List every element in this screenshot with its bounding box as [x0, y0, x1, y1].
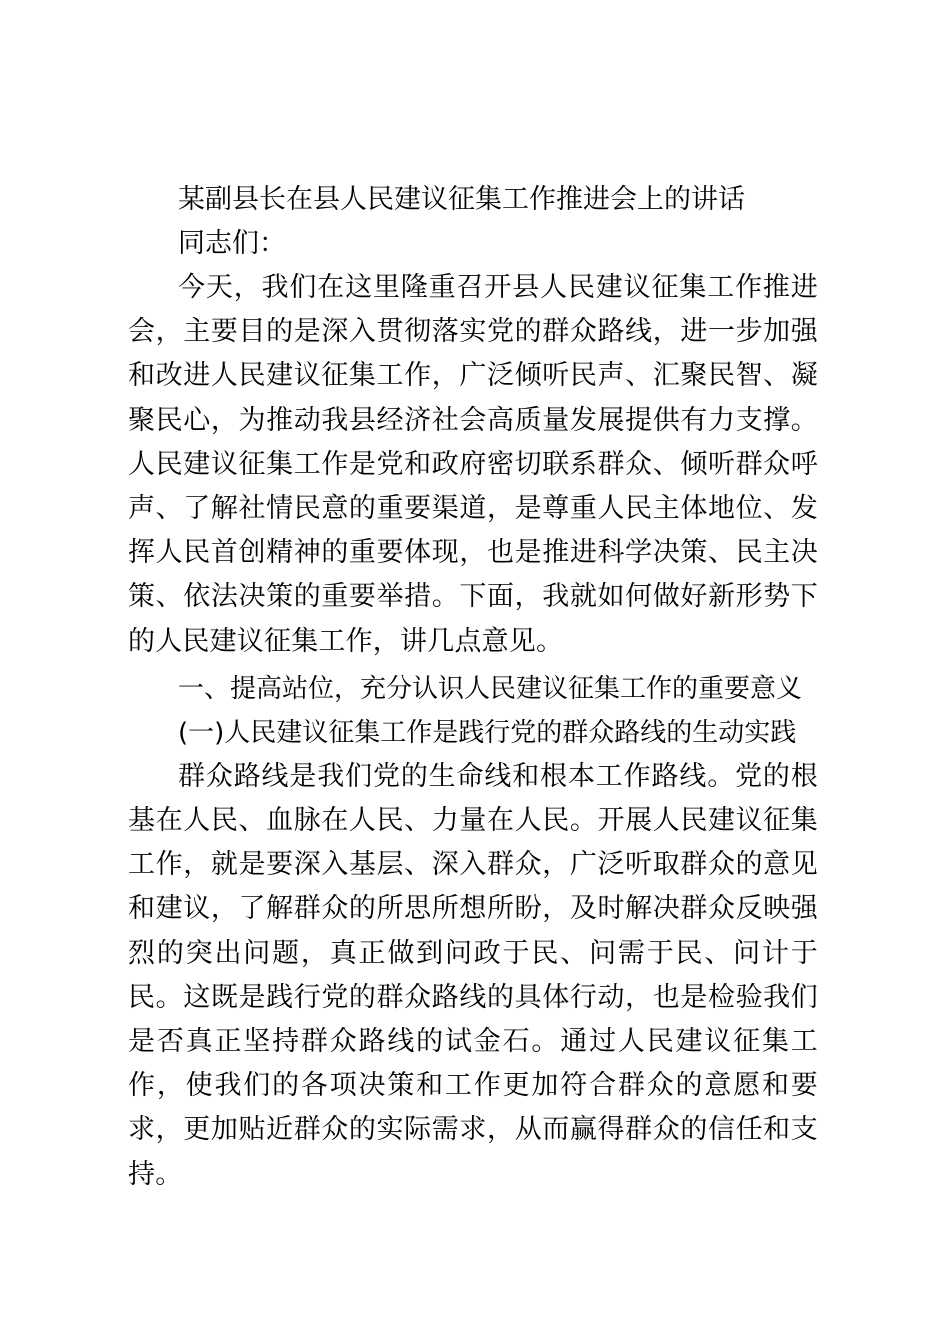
subsection-heading-1: (一)人民建议征集工作是践行党的群众路线的生动实践	[178, 717, 797, 748]
document-title: 某副县长在县人民建议征集工作推进会上的讲话	[178, 184, 745, 215]
document-page	[128, 178, 818, 1197]
paragraph-mass-line: 群众路线是我们党的生命线和根本工作路线。党的根基在人民、血脉在人民、力量在人民。开展人民建议征集工作，就是要深入基层、深入群众，广泛听取群众的意见和建议，了解群众的所思所想所盼，及时解决群众反映强烈的突出问题，真正做到问政于民、问需于民、问计于民。这既是践行党的群众路线的具体行动，也是检验我们是否真正坚持群众路线的试金石。通过人民建议征集工作，使我们的各项决策和工作更加符合群众的意愿和要求，更加贴近群众的实际需求，从而赢得群众的信任和支持。	[128, 760, 818, 1190]
salutation: 同志们：	[178, 228, 286, 259]
section-heading-1: 一、提高站位，充分认识人民建议征集工作的重要意义	[178, 673, 803, 704]
paragraph-intro: 今天，我们在这里隆重召开县人民建议征集工作推进会，主要目的是深入贯彻落实党的群众路线，进一步加强和改进人民建议征集工作，广泛倾听民声、汇聚民智、凝聚民心，为推动我县经济社会高质量发展提供有力支撑。人民建议征集工作是党和政府密切联系群众、倾听群众呼声、了解社情民意的重要渠道，是尊重人民主体地位、发挥人民首创精神的重要体现，也是推进科学决策、民主决策、依法决策的重要举措。下面，我就如何做好新形势下的人民建议征集工作，讲几点意见。	[128, 272, 818, 657]
